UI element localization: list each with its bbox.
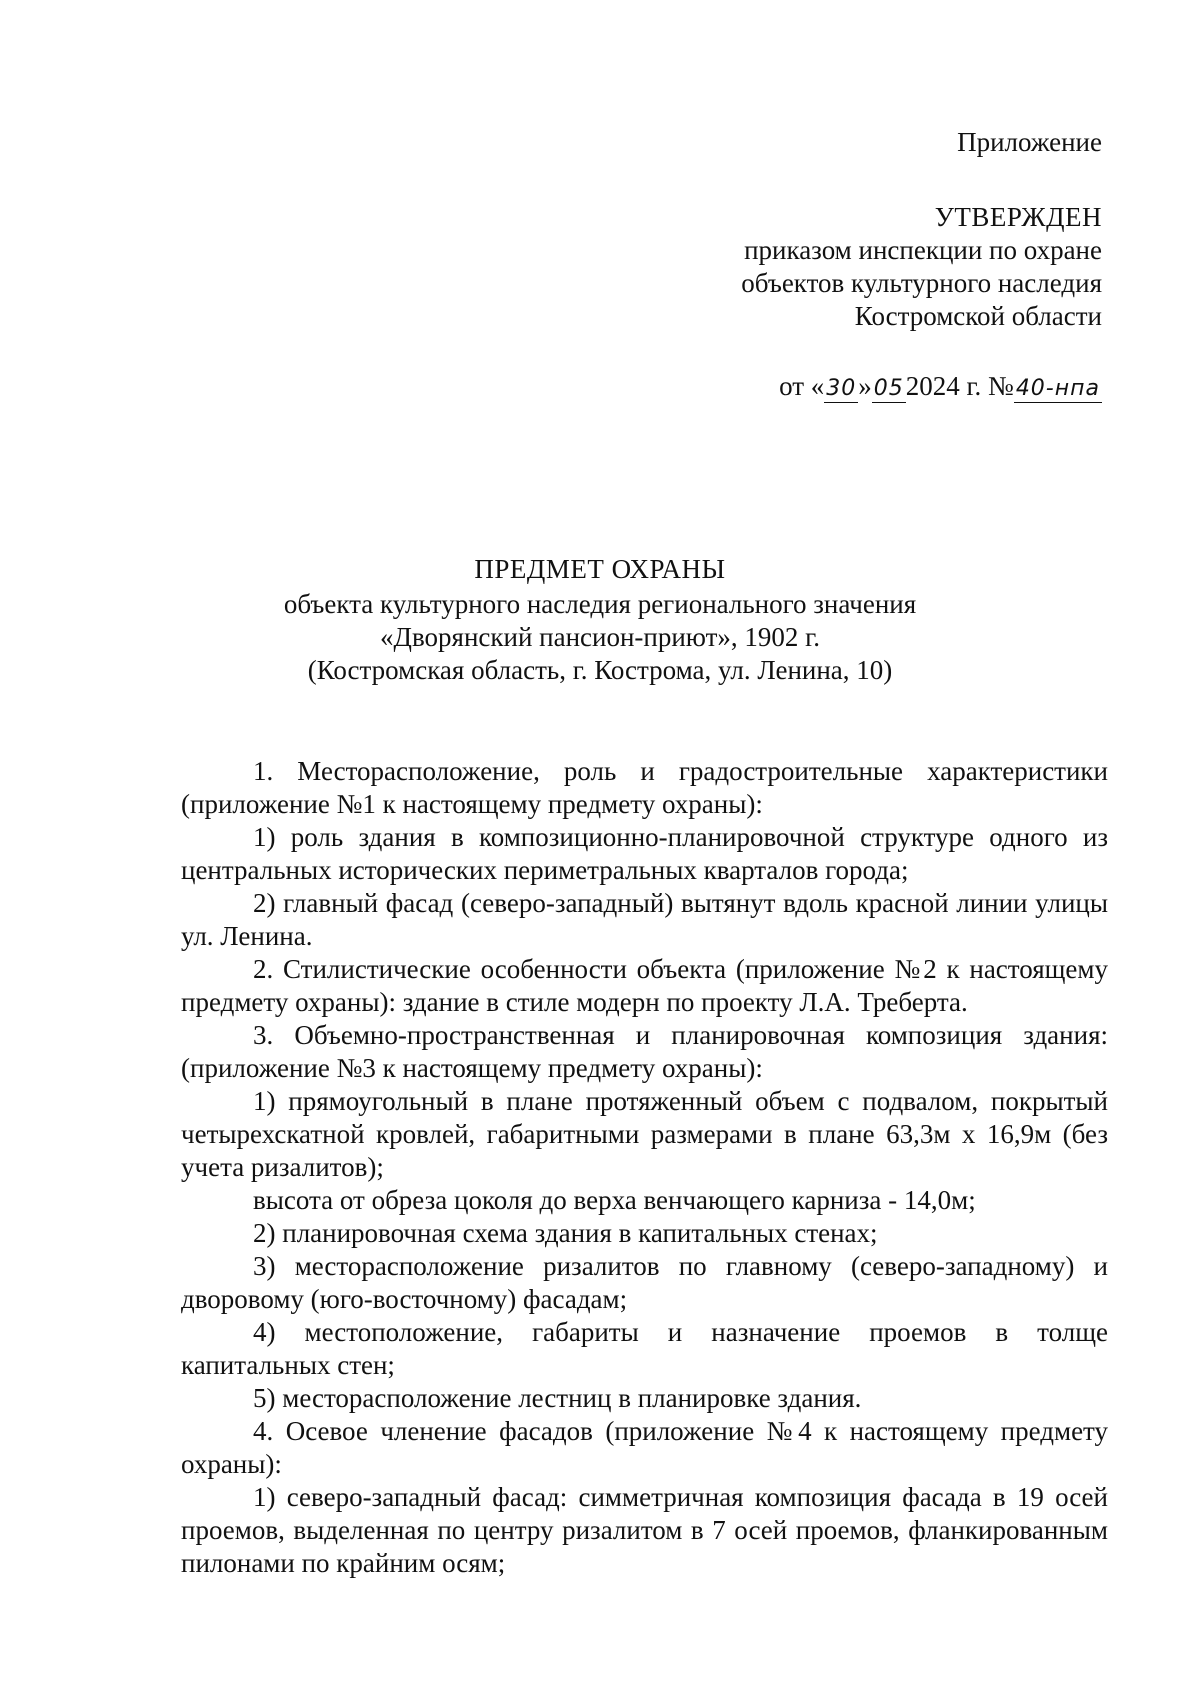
order-prefix: от «	[779, 371, 825, 401]
order-date-number	[779, 370, 1102, 403]
approval-block	[582, 126, 1102, 333]
paragraph: 3) месторасположение ризалитов по главному (северо-западному) и дворовому (юго-восточному) фасадам;	[181, 1251, 1108, 1314]
paragraph: 1) прямоугольный в плане протяженный объем с подвалом, покрытый четырехскатной кровлей, габаритными размерами в плане 63,3м х 16,9м (без учета ризалитов);	[181, 1086, 1108, 1182]
paragraph: 1) северо-западный фасад: симметричная композиция фасада в 19 осей проемов, выделенная по центру ризалитом в 7 осей проемов, фланкированным пилонами по крайним осям;	[181, 1482, 1108, 1578]
paragraph: 2) планировочная схема здания в капитальных стенах;	[253, 1218, 878, 1248]
document-title: ПРЕДМЕТ ОХРАНЫ	[474, 554, 726, 584]
title-line: «Дворянский пансион-приют», 1902 г.	[380, 622, 820, 652]
title-line: (Костромская область, г. Кострома, ул. Ленина, 10)	[307, 655, 893, 685]
order-day-handwritten: 30	[826, 376, 857, 401]
paragraph: 2. Стилистические особенности объекта (приложение №2 к настоящему предмету охраны): здание в стиле модерн по проекту Л.А. Треберта.	[181, 954, 1108, 1017]
document-title-block	[100, 553, 1100, 687]
order-year: 2024 г. №	[905, 371, 1014, 401]
document-body	[181, 755, 1108, 1580]
paragraph: 1. Месторасположение, роль и градостроительные характеристики (приложение №1 к настоящему предмету охраны):	[181, 756, 1108, 819]
paragraph: высота от обреза цоколя до верха венчающего карниза - 14,0м;	[253, 1185, 976, 1215]
title-line: объекта культурного наследия регионального значения	[283, 589, 917, 619]
paragraph: 4) местоположение, габариты и назначение проемов в толще капитальных стен;	[181, 1317, 1108, 1380]
approved-label: УТВЕРЖДЕН	[934, 202, 1102, 232]
order-month-handwritten: 05	[873, 376, 904, 401]
paragraph: 1) роль здания в композиционно-планировочной структуре одного из центральных исторических периметральных кварталов города;	[181, 822, 1108, 885]
approved-by-line: объектов культурного наследия	[741, 268, 1102, 298]
appendix-label: Приложение	[957, 127, 1102, 157]
approved-by-line: приказом инспекции по охране	[744, 235, 1102, 265]
approved-by-line: Костромской области	[854, 301, 1102, 331]
order-mid: »	[858, 371, 872, 401]
paragraph: 3. Объемно-пространственная и планировочная композиция здания: (приложение №3 к настоящему предмету охраны):	[181, 1020, 1108, 1083]
paragraph: 4. Осевое членение фасадов (приложение №4 к настоящему предмету охраны):	[181, 1416, 1108, 1479]
paragraph: 2) главный фасад (северо-западный) вытянут вдоль красной линии улицы ул. Ленина.	[181, 888, 1108, 951]
paragraph: 5) месторасположение лестниц в планировке здания.	[253, 1383, 862, 1413]
order-number-handwritten: 40-нпа	[1015, 376, 1100, 401]
